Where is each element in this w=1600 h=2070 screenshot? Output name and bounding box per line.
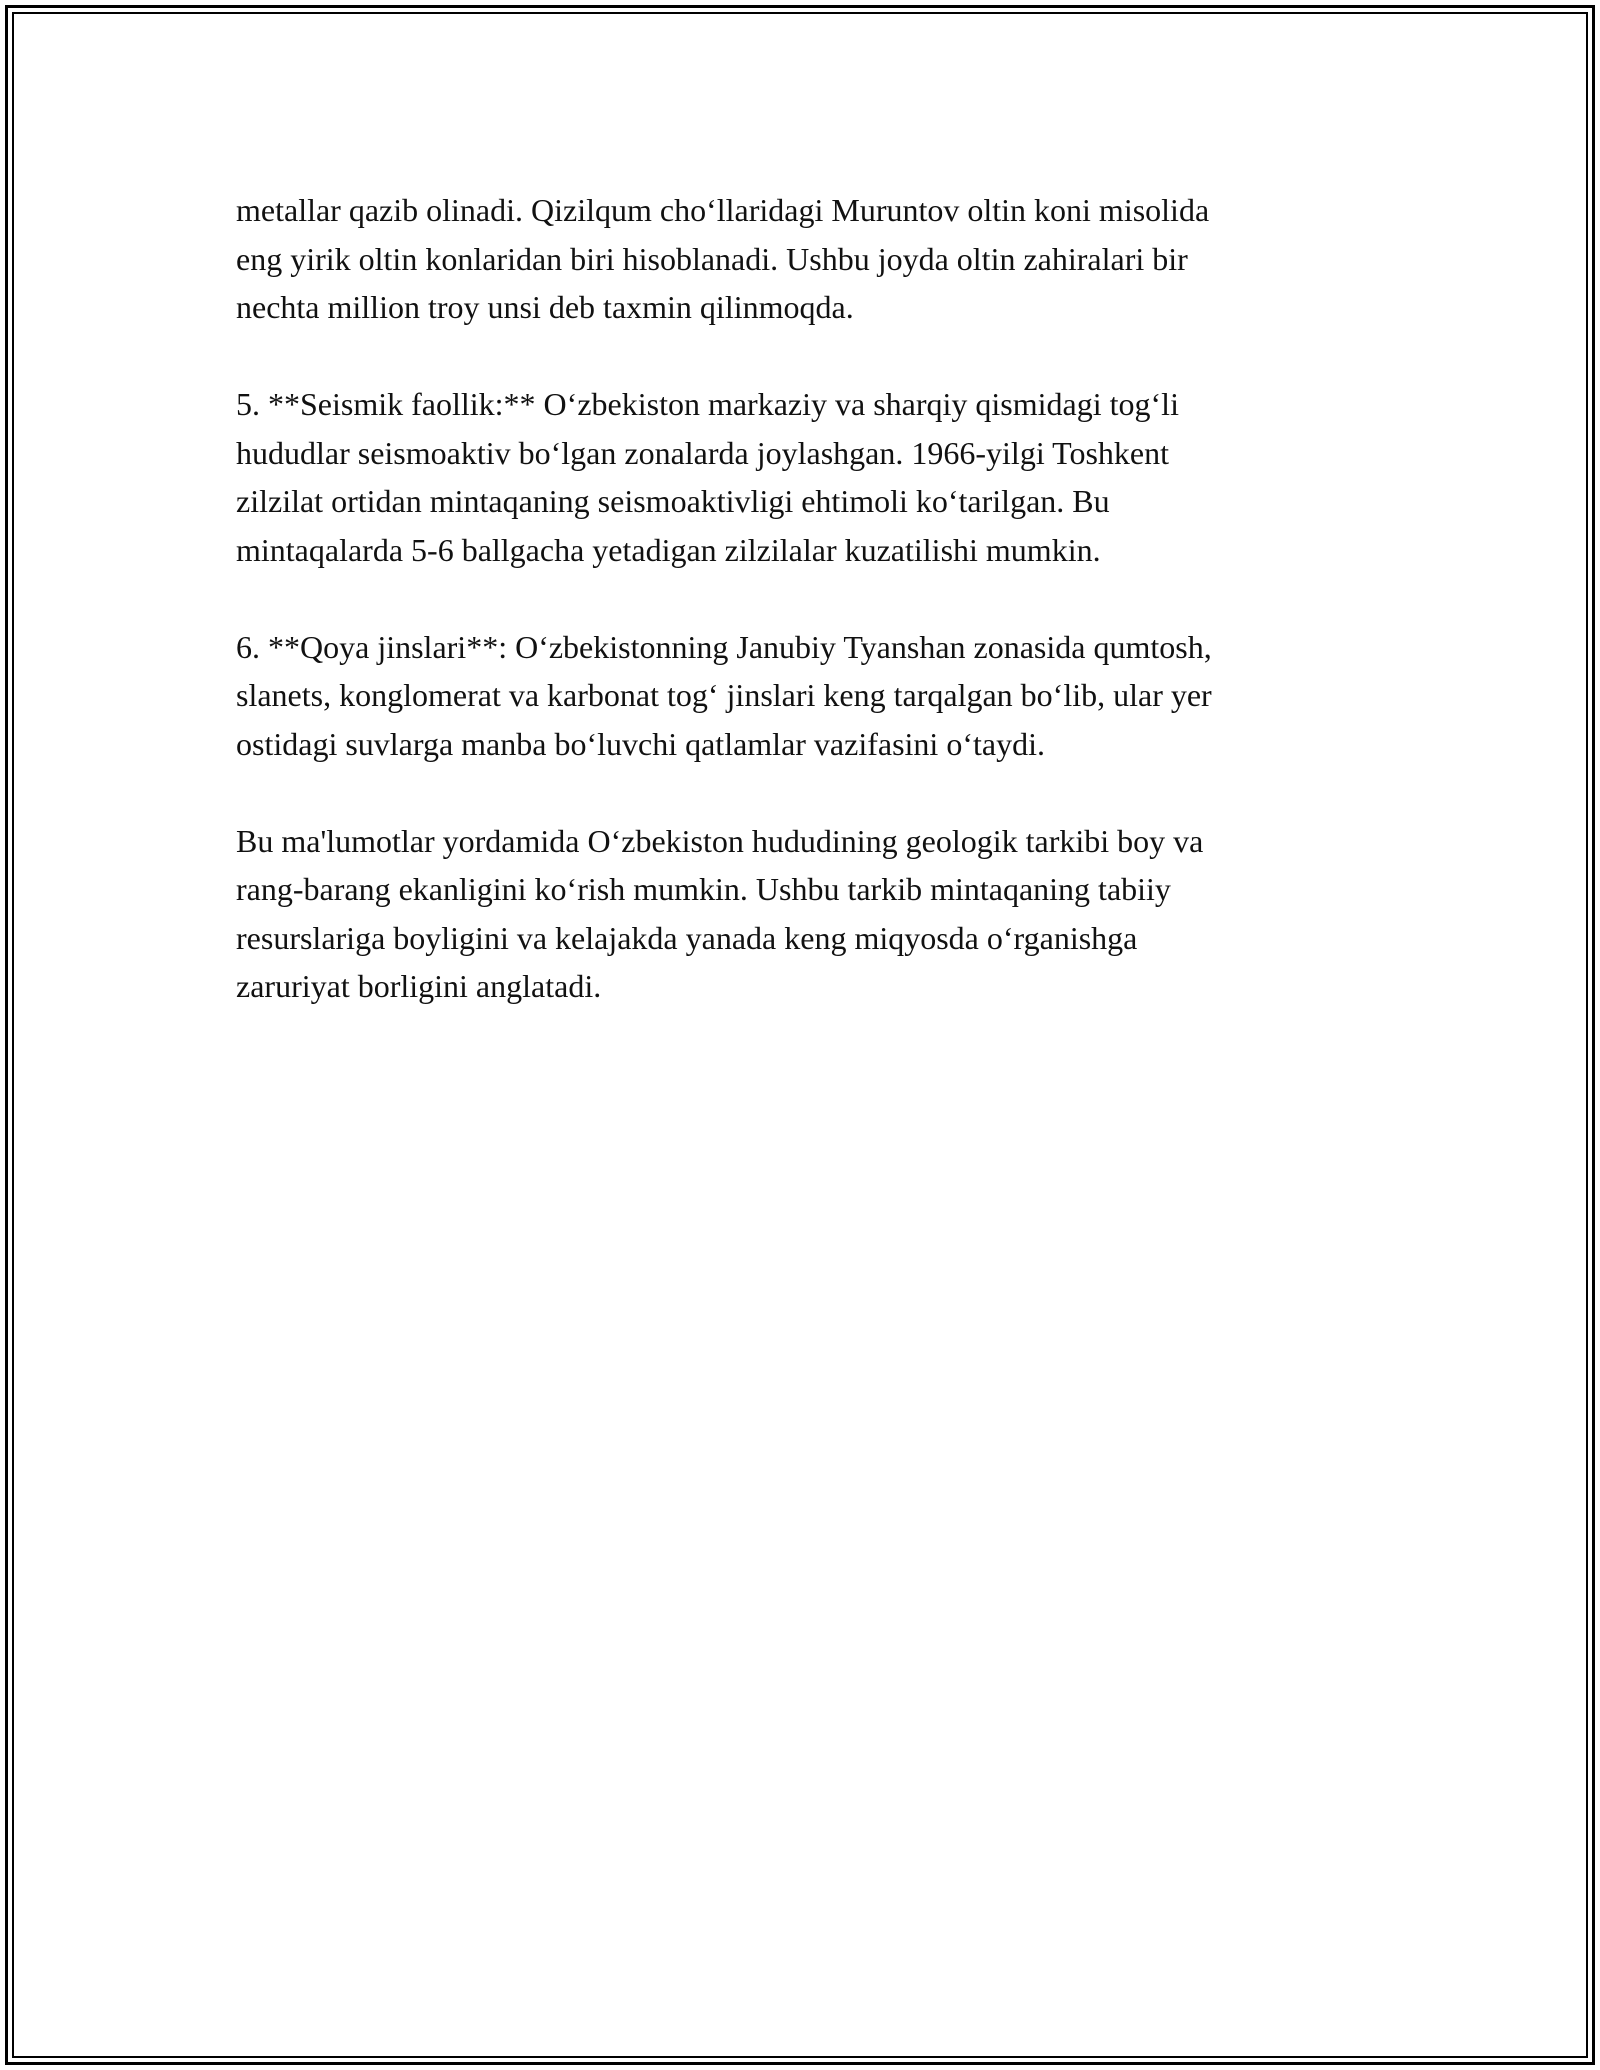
- paragraph-rock-types: 6. **Qoya jinslari**: O‘zbekistonning Janubiy Tyanshan zonasida qumtosh, slanets, konglomerat va karbonat tog‘ jinslari keng tarqalgan bo‘lib, ular yer ostidagi suvlarga manba bo‘luvchi qatlamlar vazifasini o‘taydi.: [236, 628, 1212, 762]
- paragraph-seismic-activity: 5. **Seismik faollik:** O‘zbekiston markaziy va sharqiy qismidagi tog‘li hududlar seismoaktiv bo‘lgan zonalarda joylashgan. 1966-yilgi Toshkent zilzilat ortidan mintaqaning seismoaktivligi ehtimoli ko‘tarilgan. Bu mintaqalarda 5-6 ballgacha yetadigan zilzilalar kuzatilishi mumkin.: [236, 386, 1179, 568]
- paragraph-conclusion: Bu ma'lumotlar yordamida O‘zbekiston hududining geologik tarkibi boy va rang-barang ekanligini ko‘rish mumkin. Ushbu tarkib mintaqaning tabiiy resurslariga boyligini va kelajakda yanada keng miqyosda o‘rganishga zaruriyat borligini anglatadi.: [236, 822, 1204, 1004]
- document-body: [236, 186, 1376, 1059]
- paragraph-muruntov-gold: metallar qazib olinadi. Qizilqum cho‘llaridagi Muruntov oltin koni misolida eng yirik oltin konlaridan biri hisoblanadi. Ushbu joyda oltin zahiralari bir nechta million troy unsi deb taxmin qilinmoqda.: [236, 192, 1210, 325]
